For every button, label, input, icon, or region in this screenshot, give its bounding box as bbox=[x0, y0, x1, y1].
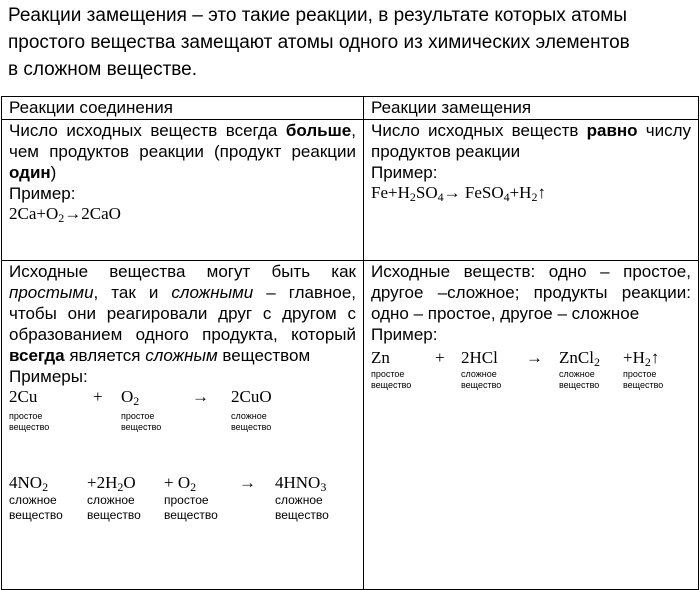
substitution-count-text: Число исходных веществ равно числу продуктов реакции bbox=[371, 121, 691, 161]
intro-paragraph bbox=[8, 2, 692, 83]
examples-label: Примеры: bbox=[9, 367, 88, 386]
equation-fe-h2so4: $Fe+H_2SO_4\to$ $FeSO_4+H_2↑$ bbox=[371, 183, 546, 204]
example-equation-cu bbox=[9, 387, 356, 473]
arrow: → bbox=[239, 473, 256, 492]
caption-simple: простое вещество bbox=[371, 369, 412, 390]
substitution-substances-text: Исходные веществ: одно – простое, другое –сложное; продукты реакции: одно – простое, другое – сложное bbox=[371, 262, 691, 323]
example-equation-no2 bbox=[9, 473, 356, 523]
formula-h2: $+H_2↑$ bbox=[623, 348, 660, 369]
combination-count-text: Число исходных веществ всегда больше, чем продуктов реакции (продукт реакции один) bbox=[9, 121, 356, 182]
intro-line: Реакции замещения – это такие реакции, в результате которых атомы bbox=[8, 5, 628, 26]
example-equation-zn bbox=[371, 348, 691, 398]
cell-substitution-count bbox=[364, 120, 699, 261]
arrow: → bbox=[526, 348, 543, 367]
formula-2hcl: 2HCl bbox=[461, 348, 498, 367]
cell-substitution-substances bbox=[364, 261, 699, 590]
caption-simple: простое вещество bbox=[9, 411, 50, 432]
intro-line: простого вещества замещают атомы одного из химических элементов bbox=[8, 32, 630, 53]
header-substitution: Реакции замещения bbox=[364, 97, 699, 120]
formula-4hno3: $4HNO_3$ bbox=[275, 473, 327, 494]
table-row bbox=[2, 120, 699, 261]
header-combination: Реакции соединения bbox=[2, 97, 364, 120]
equation-2ca-o2: $2Ca+O_2\to 2CaO$ bbox=[9, 204, 121, 225]
table-header-row bbox=[2, 97, 699, 120]
formula-4no2: $4NO_2$ bbox=[9, 473, 49, 494]
formula-zn: Zn bbox=[371, 348, 390, 367]
intro-line: в сложном веществе. bbox=[8, 59, 197, 80]
cell-combination-substances bbox=[2, 261, 364, 590]
caption-complex: сложное вещество bbox=[231, 411, 272, 432]
formula-o2: $O_2$ bbox=[121, 387, 140, 408]
caption-simple: простое вещество bbox=[121, 411, 162, 432]
example-label: Пример: bbox=[371, 325, 438, 344]
caption-complex: сложное вещество bbox=[9, 493, 63, 522]
example-label: Пример: bbox=[9, 184, 76, 203]
formula-2cuo: 2CuO bbox=[231, 387, 272, 406]
caption-complex: сложное вещество bbox=[461, 369, 502, 390]
arrow: → bbox=[192, 387, 209, 406]
combination-substances-text: Исходные вещества могут быть как простыми, так и сложными – главное, чтобы они реагировали друг с другом с образованием одного продукта, который всегда является сложным веществом bbox=[9, 262, 356, 365]
formula-2cu: 2Cu bbox=[9, 387, 38, 406]
table-row bbox=[2, 261, 699, 590]
caption-complex: сложное вещество bbox=[275, 493, 329, 522]
caption-simple: простое вещество bbox=[623, 369, 664, 390]
caption-simple: простое вещество bbox=[164, 493, 218, 522]
comparison-table bbox=[1, 96, 699, 590]
plus-sign: + bbox=[93, 387, 103, 406]
cell-combination-count bbox=[2, 120, 364, 261]
example-label: Пример: bbox=[371, 163, 438, 182]
caption-complex: сложное вещество bbox=[559, 369, 600, 390]
formula-o2: + $O_2$ bbox=[164, 473, 197, 494]
plus-sign: + bbox=[435, 348, 445, 367]
caption-complex: сложное вещество bbox=[87, 493, 141, 522]
formula-zncl2: ZnCl$_2$ bbox=[559, 348, 600, 369]
formula-2h2o: $+2H_2O$ bbox=[87, 473, 136, 494]
